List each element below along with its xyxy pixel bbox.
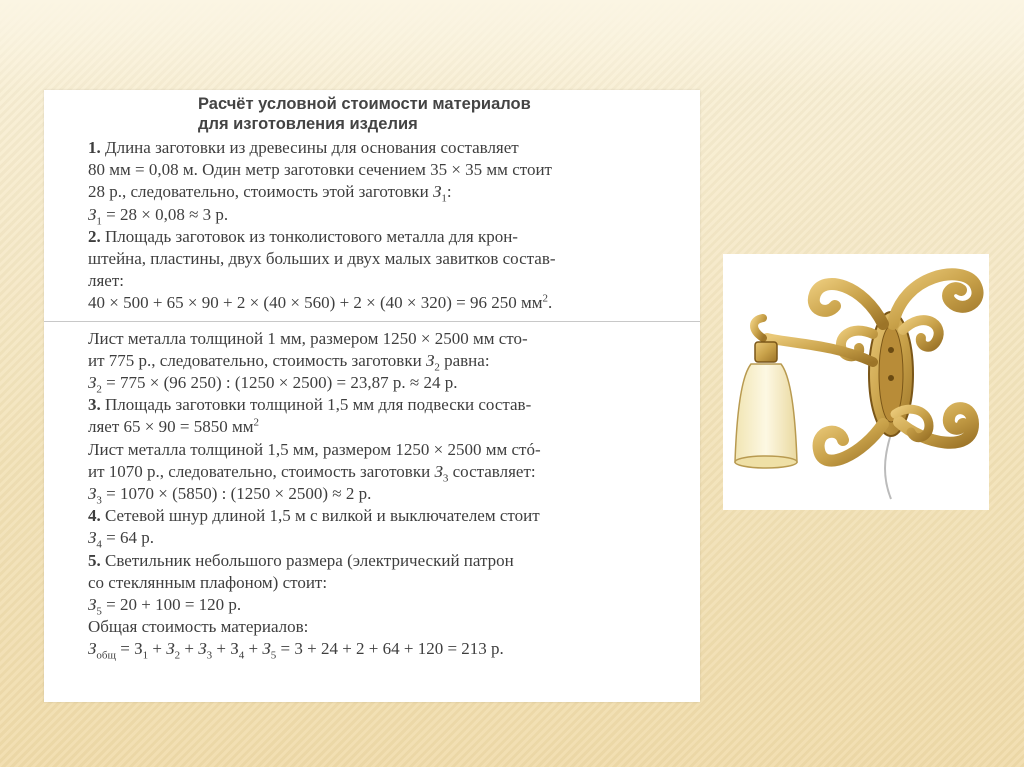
line-text: Общая стоимость материалов: [88,617,309,637]
line-text: Лист металла толщиной 1 мм, размером 1250 × 2500 мм сто- [88,328,528,348]
text-line [88,270,690,292]
line-text: = 775 × (96 250) : (1250 × 2500) = 23,87 р. ≈ 24 р. [106,373,458,393]
subscript: 3 [96,494,102,507]
symbol-z: З [262,639,271,659]
text-line [88,226,690,248]
item-number: 1. [88,138,101,157]
line-text: = 64 р. [106,528,155,548]
symbol-z: З [433,182,442,202]
symbol-z: З [88,373,97,393]
line-text: ляет 65 × 90 = 5850 мм [88,417,254,437]
symbol-z: З [434,461,443,481]
line-text: Сетевой шнур длиной 1,5 м с вилкой и выключателем стоит [100,506,540,526]
subscript: 2 [434,361,440,374]
subscript: общ [96,649,116,662]
line-text: = З [120,639,143,659]
text-line [88,137,690,159]
line-text: = 28 × 0,08 ≈ 3 р. [106,204,229,224]
subscript: 1 [142,649,149,662]
item-number: 2. [88,226,101,246]
text-line [88,350,690,372]
text-line [88,461,690,483]
item-number: 3. [88,395,101,415]
text-line [88,439,690,461]
superscript: 2 [542,292,549,305]
symbol-z: З [88,528,97,548]
total-formula: $З_{общ} = З_1 + З_2 + З_3 + З_4 + З_5 = 3 + 24 + 2 + 64 + 120 = 213$ р. [88,639,504,662]
line-text: Лист металла толщиной 1,5 мм, размером 1250 × 2500 мм стó- [88,439,541,459]
document-title [198,94,690,134]
line-text: Светильник небольшого размера (электрический патрон [100,550,514,570]
lamp-illustration [723,254,989,510]
line-text: 40 × 500 + 65 × 90 + 2 × (40 × 560) + 2 × (40 × 320) = 96 250 мм [88,293,543,313]
text-line [88,616,690,638]
subscript: 2 [96,383,102,396]
line-text: Площадь заготовок из тонколистового металла для крон- [100,226,518,246]
line-text: + З [212,639,239,659]
symbol-z: З [425,350,435,370]
text-line [88,204,690,226]
subscript: 4 [238,649,245,662]
text-line [88,159,690,181]
text-line [88,550,690,572]
line-text: ит 1070 р., следовательно, стоимость заготовки [88,461,435,481]
background-top-band [0,0,1024,92]
title-line-1: Расчёт условной стоимости материалов [198,95,531,113]
colon: : [446,182,452,202]
line-text: штейна, пластины, двух больших и двух малых завитков состав- [88,249,556,269]
text-line [88,372,690,394]
item-number: 5. [88,550,101,570]
line-text: Длина заготовки из древесины для основания составляет [100,138,519,157]
line-text: = 3 + 24 + 2 + 64 + 120 = 213 р. [276,639,504,659]
text-line [88,181,690,203]
subscript: 2 [174,649,181,662]
symbol-z: З [88,484,97,504]
superscript: 2 [253,416,259,429]
text-line [88,527,690,549]
symbol-z: З [88,595,97,615]
line-text: Площадь заготовки толщиной 1,5 мм для подвески состав- [100,395,532,415]
text-line [88,483,690,505]
symbol-z: З [166,639,175,659]
line-text: 28 р., следовательно, стоимость этой заготовки [88,182,433,202]
text-line [88,248,690,270]
subscript: 1 [441,192,447,205]
subscript: 1 [96,215,102,227]
subscript: 3 [206,649,213,662]
line-text: = 1070 × (5850) : (1250 × 2500) ≈ 2 р. [106,484,372,504]
line-text: ит 775 р., следовательно, стоимость заготовки [88,350,426,370]
subscript: 5 [96,605,102,618]
text-line [88,328,690,350]
symbol-z: З [88,204,97,224]
word-sostavlyaet: составляет: [452,461,536,481]
item-number: 4. [88,506,101,526]
wall-sconce-icon [723,254,989,510]
symbol-z: З [88,639,97,659]
subscript: 3 [442,472,449,485]
divider [44,321,700,322]
text-line [88,505,690,527]
subscript: 4 [96,538,102,551]
text-line [88,394,690,416]
text-line: 40 × 500 + 65 × 90 + 2 × (40 × 560) + 2 × (40 × 320) = 96 250 $мм^2$. [88,292,553,313]
line-text: = 20 + 100 = 120 р. [106,595,242,615]
subscript: 5 [270,649,277,662]
line-text: со стеклянным плафоном) стоит: [88,572,328,592]
symbol-z: З [198,639,207,659]
text-line [88,572,690,594]
word-ravna: равна: [444,350,490,370]
text-line [88,416,690,438]
title-line-2: для изготовления изделия [198,115,418,133]
line-text: ляет: [88,271,125,291]
line-text: 80 мм = 0,08 м. Один метр заготовки сечением 35 × 35 мм стоит [88,160,552,180]
text-line [88,594,690,616]
document-page [44,90,700,702]
